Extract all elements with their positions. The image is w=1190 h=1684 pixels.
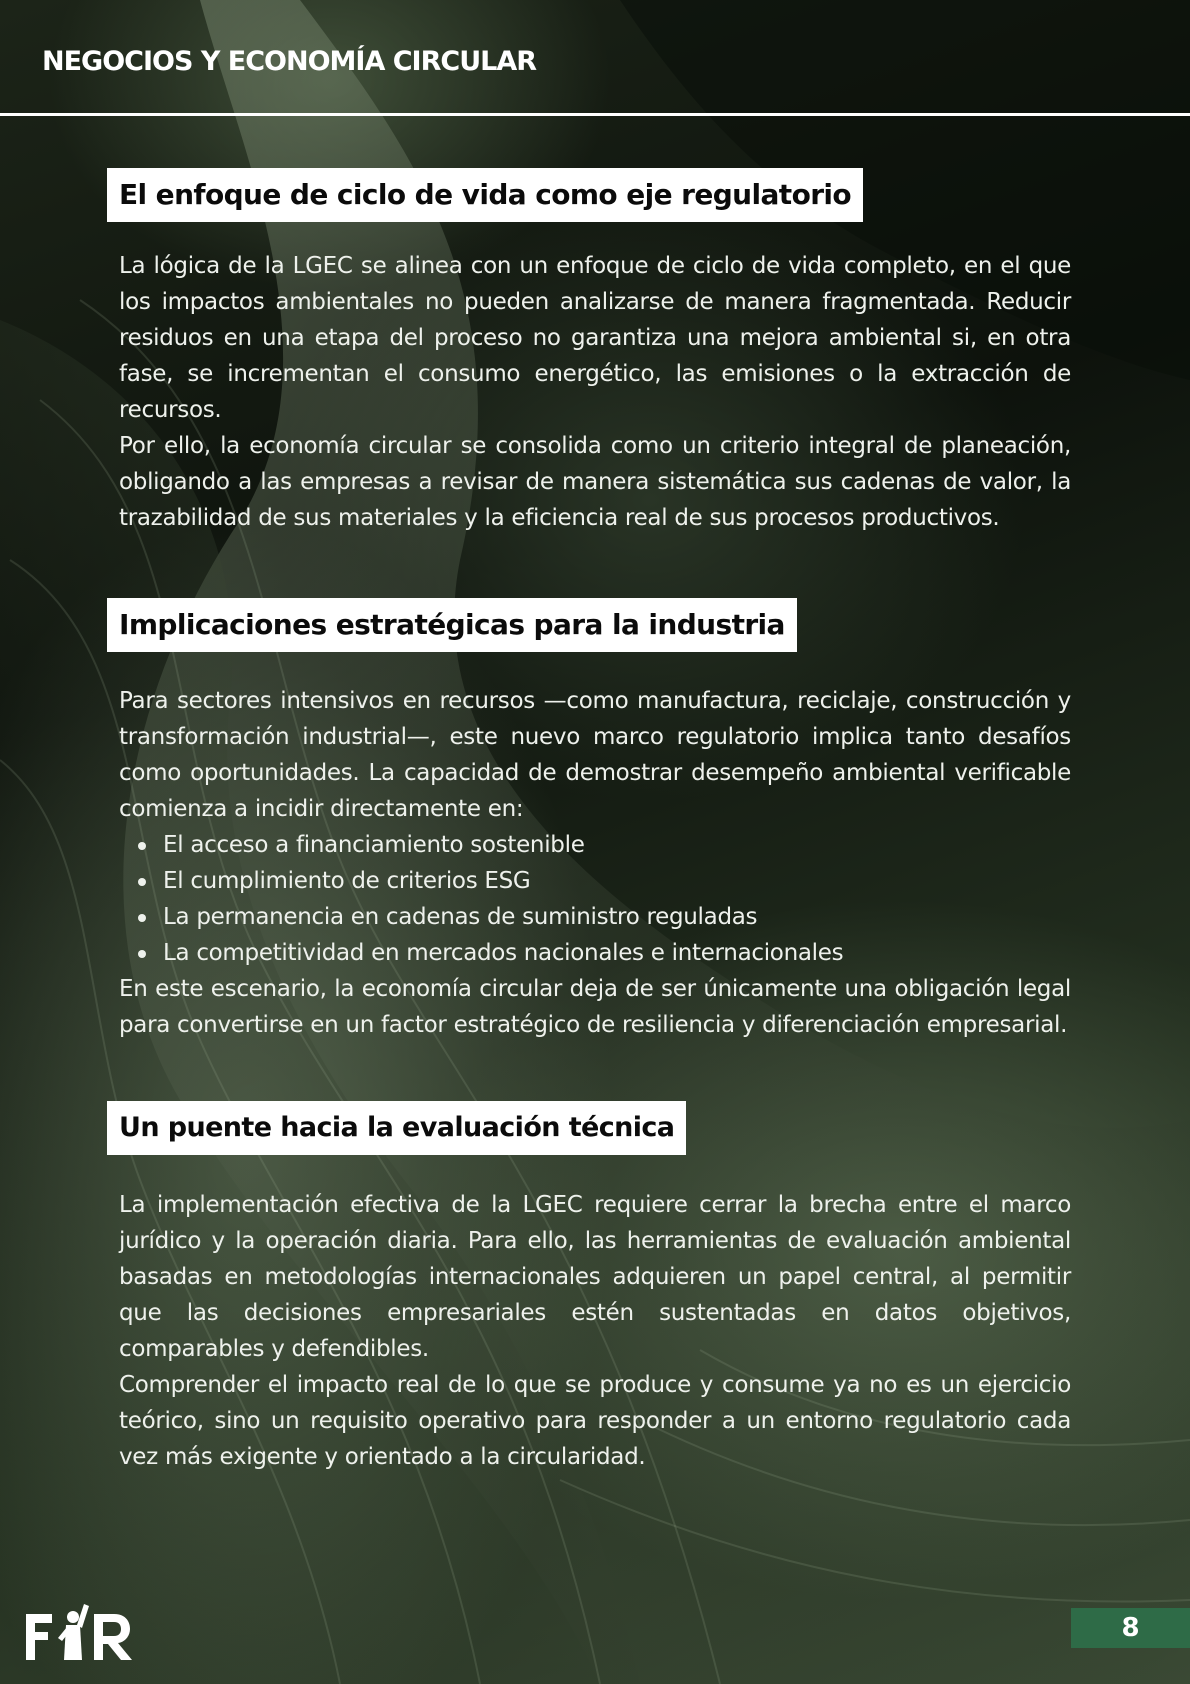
header-divider	[0, 113, 1190, 116]
paragraph: Por ello, la economía circular se consolida como un criterio integral de planeación, obligando a las empresas a revisar de manera sistemática sus cadenas de valor, la trazabilidad de sus materiales y la eficiencia real de sus procesos productivos.	[119, 433, 1071, 531]
section-body-implicaciones	[119, 683, 1071, 1043]
header-title: NEGOCIOS Y ECONOMÍA CIRCULAR	[42, 46, 537, 77]
section-body-evaluacion-tecnica	[119, 1187, 1071, 1475]
list-item: El cumplimiento de criterios ESG	[163, 863, 1071, 899]
list-item: La competitividad en mercados nacionales e internacionales	[163, 935, 1071, 971]
page-number: 8	[1071, 1608, 1190, 1648]
section-heading-implicaciones: Implicaciones estratégicas para la industria	[107, 598, 797, 652]
section-heading-ciclo-de-vida: El enfoque de ciclo de vida como eje regulatorio	[107, 168, 863, 222]
paragraph: Para sectores intensivos en recursos —como manufactura, reciclaje, construcción y transformación industrial—, este nuevo marco regulatorio implica tanto desafíos como oportunidades. La capacidad de demostrar desempeño ambiental verificable comienza a incidir directamente en:	[119, 688, 1071, 822]
paragraph: Comprender el impacto real de lo que se produce y consume ya no es un ejercicio teórico, sino un requisito operativo para responder a un entorno regulatorio cada vez más exigente y orientado a la circularidad.	[119, 1372, 1071, 1470]
paragraph: En este escenario, la economía circular deja de ser únicamente una obligación legal para convertirse en un factor estratégico de resiliencia y diferenciación empresarial.	[119, 976, 1071, 1038]
paragraph: La lógica de la LGEC se alinea con un enfoque de ciclo de vida completo, en el que los impactos ambientales no pueden analizarse de manera fragmentada. Reducir residuos en una etapa del proceso no garantiza una mejora ambiental si, en otra fase, se incrementan el consumo energético, las emisiones o la extracción de recursos.	[119, 253, 1071, 423]
section-heading-evaluacion-tecnica: Un puente hacia la evaluación técnica	[107, 1101, 686, 1155]
fir-logo	[26, 1598, 134, 1662]
list-item: El acceso a financiamiento sostenible	[163, 827, 1071, 863]
list-item: La permanencia en cadenas de suministro reguladas	[163, 899, 1071, 935]
paragraph: La implementación efectiva de la LGEC requiere cerrar la brecha entre el marco jurídico y la operación diaria. Para ello, las herramientas de evaluación ambiental basadas en metodologías internacionales adquieren un papel central, al permitir que las decisiones empresariales estén sustentadas en datos objetivos, comparables y defendibles.	[119, 1192, 1071, 1362]
bullet-list	[119, 827, 1071, 971]
section-body-ciclo-de-vida	[119, 248, 1071, 536]
